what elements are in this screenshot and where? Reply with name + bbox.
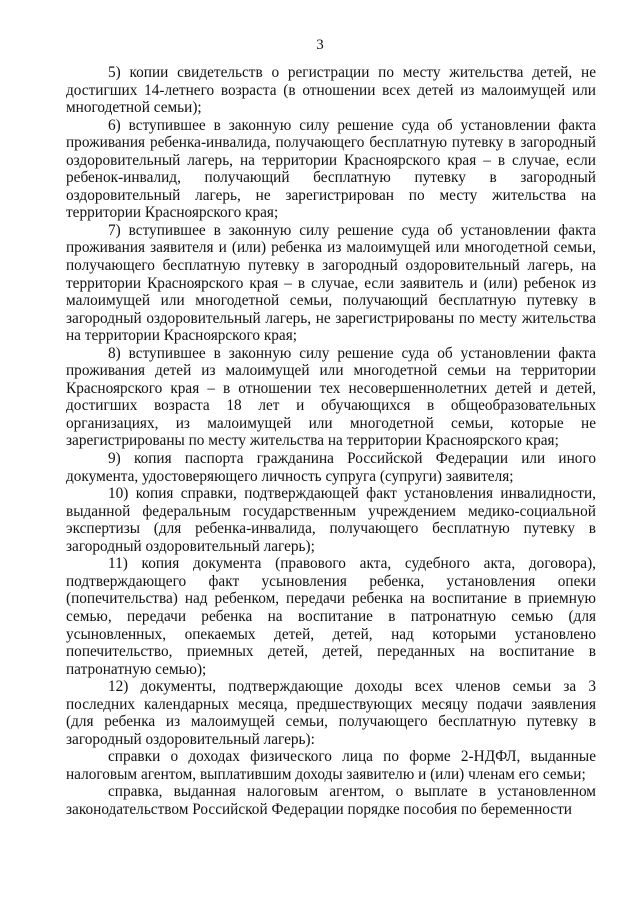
paragraph-item-9: 9) копия паспорта гражданина Российской Федерации или иного документа, удостоверяющего личность супруга (супруги) заявителя; bbox=[66, 450, 596, 485]
paragraph-item-7: 7) вступившее в законную силу решение суда об установлении факта проживания заявителя и (или) ребенка из малоимущей или многодетной семьи, получающего бесплатную путевку в загородный оздоровительный лагерь, на территории Красноярского края – в случае, если заявитель и (или) ребенок из малоимущей или многодетной семьи, получающий бесплатную путевку в загородный оздоровительный лагерь, не зарегистрированы по месту жительства на территории Красноярского края; bbox=[66, 221, 596, 345]
paragraph-maternity-benefit: справка, выданная налоговым агентом, о выплате в установленном законодательством Российской Федерации порядке пособия по беременности bbox=[66, 783, 596, 818]
paragraph-item-12: 12) документы, подтверждающие доходы всех членов семьи за 3 последних календарных месяца, предшествующих месяцу подачи заявления (для ребенка из малоимущей семьи, получающего бесплатную путевку в загородный оздоровительный лагерь): bbox=[66, 678, 596, 748]
paragraph-item-8: 8) вступившее в законную силу решение суда об установлении факта проживания детей из малоимущей или многодетной семьи на территории Красноярского края – в отношении тех несовершеннолетних детей и детей, достигших возраста 18 лет и обучающихся в общеобразовательных организациях, из малоимущей или многодетной семьи, которые не зарегистрированы по месту жительства на территории Красноярского края; bbox=[66, 344, 596, 450]
document-body bbox=[66, 64, 596, 819]
paragraph-item-11: 11) копия документа (правового акта, судебного акта, договора), подтверждающего факт усыновления ребенка, установления опеки (попечительства) над ребенком, передачи ребенка на воспитание в приемную семью, передачи ребенка на воспитание в патронатную семью (для усыновленных, опекаемых детей, детей, над которыми установлено попечительство, приемных детей, детей, переданных на воспитание в патронатную семью); bbox=[66, 555, 596, 678]
paragraph-item-10: 10) копия справки, подтверждающей факт установления инвалидности, выданной федеральным государственным учреждением медико-социальной экспертизы (для ребенка-инвалида, получающего бесплатную путевку в загородный оздоровительный лагерь); bbox=[66, 485, 596, 555]
paragraph-ndfl-certificates: справки о доходах физического лица по форме 2-НДФЛ, выданные налоговым агентом, выплатившим доходы заявителю и (или) членам его семьи; bbox=[66, 748, 596, 783]
paragraph-item-5: 5) копии свидетельств о регистрации по месту жительства детей, не достигших 14-летнего возраста (в отношении всех детей из малоимущей или многодетной семьи); bbox=[66, 64, 596, 117]
page-number: 3 bbox=[316, 37, 324, 53]
paragraph-item-6: 6) вступившее в законную силу решение суда об установлении факта проживания ребенка-инвалида, получающего бесплатную путевку в загородный оздоровительный лагерь, на территории Красноярского края – в случае, если ребенок-инвалид, получающий бесплатную путевку в загородный оздоровительный лагерь, не зарегистрирован по месту жительства на территории Красноярского края; bbox=[66, 116, 596, 222]
